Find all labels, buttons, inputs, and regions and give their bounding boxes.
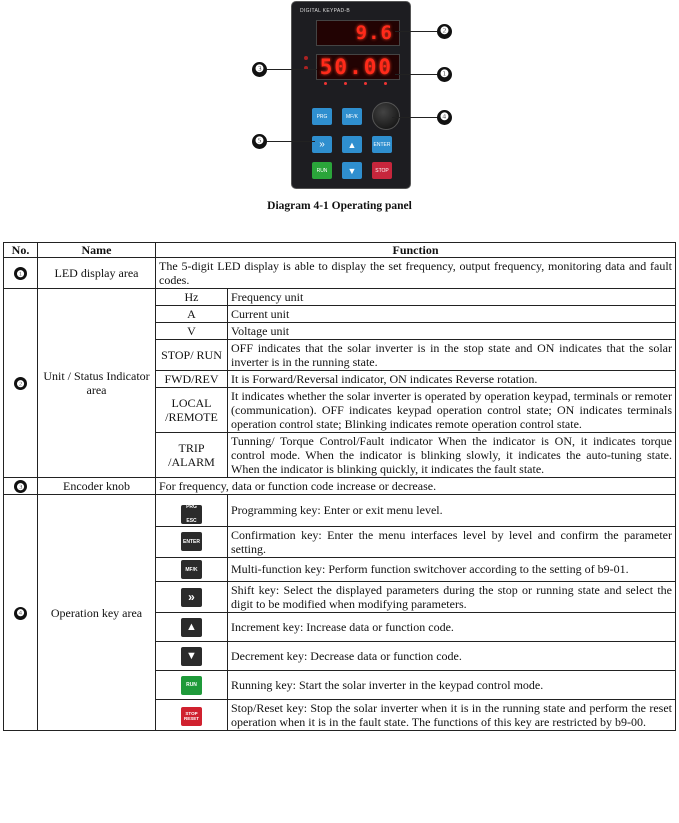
row-function: The 5-digit LED display is able to display the set frequency, output frequency, monitoring data and fault codes.: [156, 258, 676, 289]
header-no: No.: [4, 243, 38, 258]
run-key[interactable]: RUN: [312, 162, 332, 179]
keypad-image: [292, 2, 410, 188]
row-number: [4, 478, 38, 495]
indicator-unit: Hz: [156, 289, 228, 306]
led-main-value: 50.00: [319, 55, 393, 79]
callout-2: ❷: [437, 24, 452, 39]
callout-3: ❸: [252, 62, 267, 77]
indicator-desc: OFF indicates that the solar inverter is in the stop state and ON indicates that the solar inverter is in the running state.: [228, 340, 676, 371]
key-desc: Programming key: Enter or exit menu level.: [228, 495, 676, 527]
key-desc: Running key: Start the solar inverter in the keypad control mode.: [228, 671, 676, 700]
indicator-desc: Voltage unit: [228, 323, 676, 340]
row-name: LED display area: [38, 258, 156, 289]
indicator-desc: It indicates whether the solar inverter is operated by operation keypad, terminals or remoter (communication). OFF indicates keypad operation control state; ON indicates terminals operation control state; Blinking indicates remote operation control state.: [228, 388, 676, 433]
number-badge: ❶: [14, 267, 27, 280]
status-indicator-row: [320, 82, 400, 90]
row-name: Unit / Status Indicator area: [38, 289, 156, 478]
indicator-unit: STOP/ RUN: [156, 340, 228, 371]
header-function: Function: [156, 243, 676, 258]
led-display-main: [316, 54, 400, 80]
key-desc: Confirmation key: Enter the menu interfaces level by level and confirm the parameter setting.: [228, 526, 676, 557]
indicator-unit: V: [156, 323, 228, 340]
table-header-row: [4, 243, 676, 258]
run-key-icon: RUN: [181, 676, 202, 695]
table-row: [4, 478, 676, 495]
down-key-icon: ▼: [181, 647, 202, 666]
indicator-unit: LOCAL /REMOTE: [156, 388, 228, 433]
key-icon-cell: [156, 671, 228, 700]
row-number: [4, 258, 38, 289]
indicator-unit: TRIP /ALARM: [156, 433, 228, 478]
indicator-desc: It is Forward/Reversal indicator, ON indicates Reverse rotation.: [228, 371, 676, 388]
key-icon-cell: [156, 582, 228, 613]
callout-line: [395, 31, 437, 32]
key-desc: Stop/Reset key: Stop the solar inverter when it is in the running state and perform the reset operation when it is in the fault state. The functions of this key are restricted by b9-00.: [228, 700, 676, 731]
stop-key[interactable]: STOP: [372, 162, 392, 179]
indicator-desc: Current unit: [228, 306, 676, 323]
up-key-icon: ▲: [181, 618, 202, 637]
shift-key-icon: »: [181, 588, 202, 607]
key-icon-cell: [156, 613, 228, 642]
key-icon-cell: [156, 557, 228, 582]
number-badge: ❸: [14, 480, 27, 493]
indicator-led: [304, 56, 308, 60]
figure-caption: Diagram 4-1 Operating panel: [267, 200, 412, 212]
shift-key[interactable]: »: [312, 136, 332, 153]
indicator-desc: Tunning/ Torque Control/Fault indicator When the indicator is ON, it indicates torque control mode. When the indicator is blinking slowly, it indicates the auto-tuning state. When the indicator is blinking quickly, it indicates the fault state.: [228, 433, 676, 478]
enter-key-icon: ENTER: [181, 532, 202, 551]
callout-line: [395, 74, 437, 75]
key-desc: Shift key: Select the displayed parameters during the stop or running state and select the digit to be modified when modifying parameters.: [228, 582, 676, 613]
callout-5: ❺: [252, 134, 267, 149]
key-icon-cell: [156, 526, 228, 557]
led-display-small: [316, 20, 400, 46]
enter-key[interactable]: ENTER: [372, 136, 392, 153]
row-number: [4, 289, 38, 478]
table-row: [4, 495, 676, 527]
number-badge: ❹: [14, 607, 27, 620]
header-name: Name: [38, 243, 156, 258]
led-small-value: 9.6: [355, 22, 393, 44]
key-desc: Increment key: Increase data or function code.: [228, 613, 676, 642]
callout-line: [267, 141, 315, 142]
row-number: [4, 495, 38, 731]
prg-key-icon: PRG ESC: [181, 505, 202, 524]
callout-line: [267, 69, 317, 70]
row-name: Encoder knob: [38, 478, 156, 495]
table-row: [4, 258, 676, 289]
indicator-unit: A: [156, 306, 228, 323]
number-badge: ❷: [14, 377, 27, 390]
key-icon-cell: [156, 495, 228, 527]
operating-panel-figure: [0, 0, 679, 220]
row-function: For frequency, data or function code increase or decrease.: [156, 478, 676, 495]
encoder-knob[interactable]: [372, 102, 400, 130]
table-row: [4, 289, 676, 306]
key-desc: Decrement key: Decrease data or function code.: [228, 642, 676, 671]
mfk-key-icon: MF/K: [181, 560, 202, 579]
indicator-unit: FWD/REV: [156, 371, 228, 388]
callout-line: [392, 117, 438, 118]
key-icon-cell: [156, 642, 228, 671]
callout-1: ❶: [437, 67, 452, 82]
indicator-desc: Frequency unit: [228, 289, 676, 306]
stop-reset-key-icon: STOP RESET: [181, 707, 202, 726]
row-name: Operation key area: [38, 495, 156, 731]
callout-4: ❹: [437, 110, 452, 125]
keypad-title: DIGITAL KEYPAD-B: [300, 8, 350, 14]
operating-panel-table: [3, 242, 676, 731]
mfk-key[interactable]: MF/K: [342, 108, 362, 125]
down-key[interactable]: ▼: [342, 162, 362, 179]
key-desc: Multi-function key: Perform function switchover according to the setting of b9-01.: [228, 557, 676, 582]
prg-key[interactable]: PRG: [312, 108, 332, 125]
up-key[interactable]: ▲: [342, 136, 362, 153]
key-icon-cell: [156, 700, 228, 731]
